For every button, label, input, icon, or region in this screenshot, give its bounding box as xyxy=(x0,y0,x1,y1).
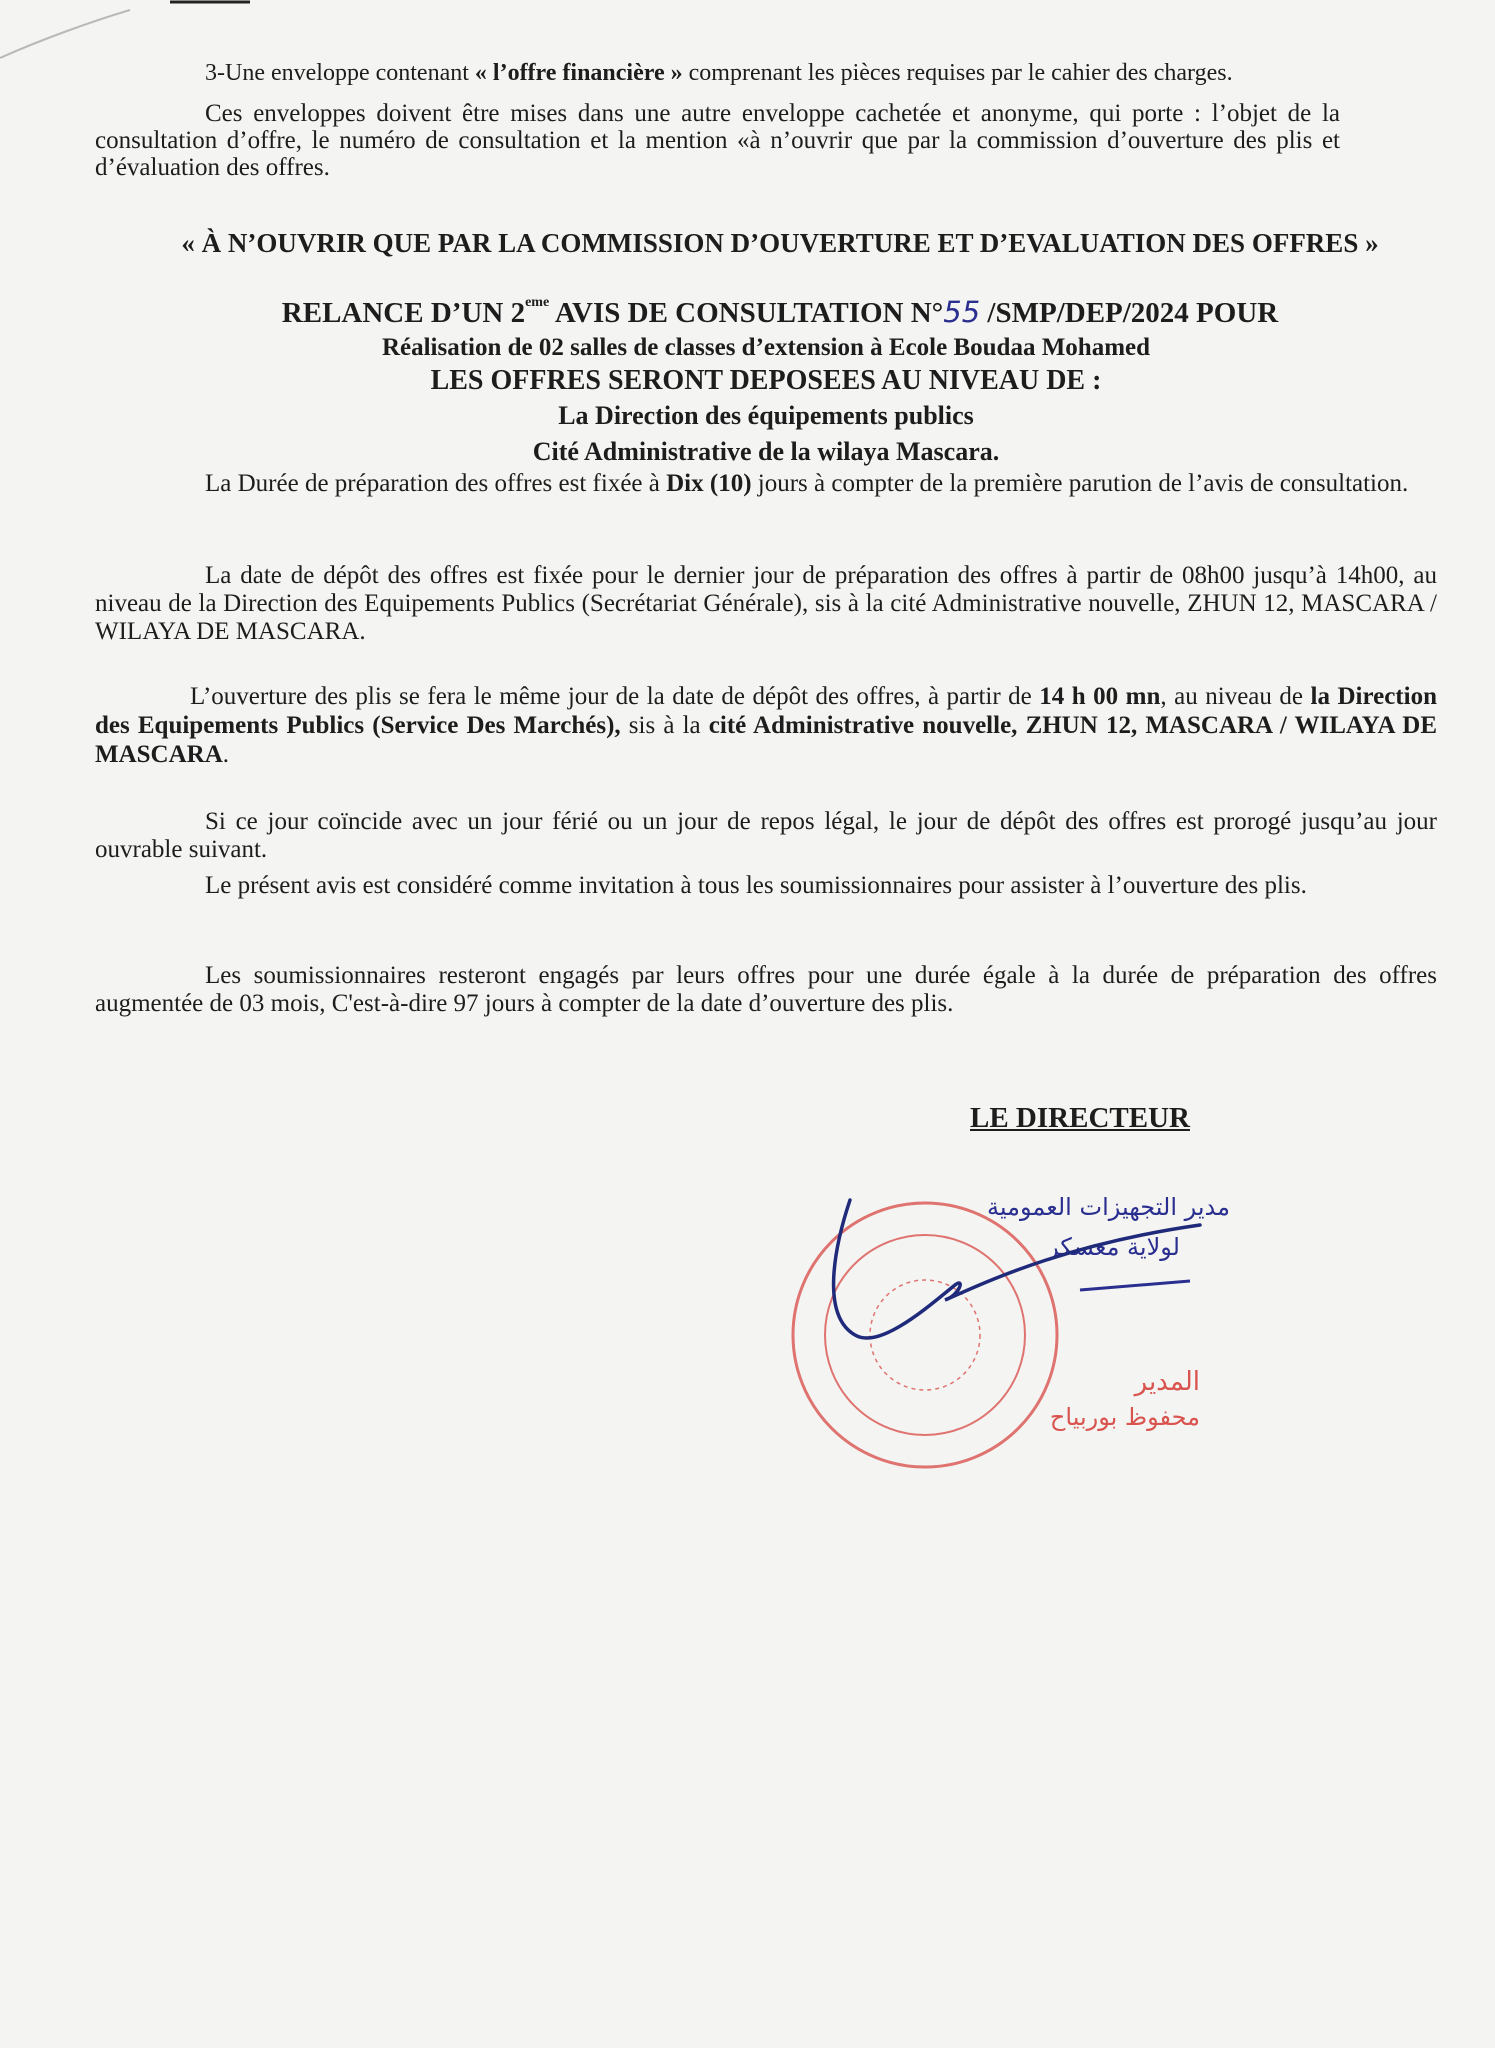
official-stamp-and-signature xyxy=(780,1185,1240,1475)
stamp-name-1: المدير xyxy=(1134,1367,1200,1397)
stamp-line-2: لولاية معسكر xyxy=(1047,1233,1180,1261)
direction-heading: La Direction des équipements publics xyxy=(558,401,974,430)
stamp-seal-icon xyxy=(793,1203,1057,1467)
relance-heading: RELANCE D’UN 2eme AVIS DE CONSULTATION N°55 /SMP/DEP/2024 POUR xyxy=(281,295,1279,329)
invitation-paragraph: Le présent avis est considéré comme invitation à tous les soumissionnaires pour assister à l’ouverture des plis. xyxy=(205,872,1307,899)
signature-title: LE DIRECTEUR xyxy=(970,1102,1190,1134)
objet-heading: Réalisation de 02 salles de classes d’extension à Ecole Boudaa Mohamed xyxy=(381,334,1151,361)
cite-heading: Cité Administrative de la wilaya Mascara. xyxy=(532,437,1000,466)
envelopes-paragraph: Ces enveloppes doivent être mises dans une autre enveloppe cachetée et anonyme, qui porte : l’objet de la consultation d’offre, le numéro de consultation et la mention «à n’ouvrir que par la commission d’ouverture des plis et d’évaluation des offres. xyxy=(95,100,1340,181)
ouverture-paragraph: L’ouverture des plis se fera le même jour de la date de dépôt des offres, à partir de 14 h 00 mn, au niveau de la Direction des Equipements Publics (Service Des Marchés), sis à la cité Administrative nouvelle, ZHUN 12, MASCARA / WILAYA DE MASCARA. xyxy=(95,683,1437,768)
commission-heading: « À N’OUVRIR QUE PAR LA COMMISSION D’OUVERTURE ET D’EVALUATION DES OFFRES » xyxy=(181,228,1379,258)
engagement-paragraph: Les soumissionnaires resteront engagés par leurs offres pour une durée égale à la durée de préparation des offres augmentée de 03 mois, C'est-à-dire 97 jours à compter de la date d’ouverture des plis. xyxy=(95,962,1437,1017)
stamp-line-1: مدير التجهيزات العمومية xyxy=(987,1193,1230,1221)
stamp-name-2: محفوظ بوربياح xyxy=(1049,1403,1200,1431)
item-3-financial-offer: 3-Une enveloppe contenant « l’offre financière » comprenant les pièces requises par le cahier des charges. xyxy=(205,60,1233,86)
deposees-heading: LES OFFRES SERONT DEPOSEES AU NIVEAU DE : xyxy=(430,365,1102,396)
ferie-paragraph: Si ce jour coïncide avec un jour férié ou un jour de repos légal, le jour de dépôt des offres est prorogé jusqu’au jour ouvrable suivant. xyxy=(95,808,1437,863)
handwritten-consultation-number: 55 xyxy=(943,295,981,329)
duree-paragraph: La Durée de préparation des offres est fixée à Dix (10) jours à compter de la première parution de l’avis de consultation. xyxy=(205,470,1409,497)
depot-paragraph: La date de dépôt des offres est fixée pour le dernier jour de préparation des offres à partir de 08h00 jusqu’à 14h00, au niveau de la Direction des Equipements Publics (Secrétariat Générale), sis à la cité Administrative nouvelle, ZHUN 12, MASCARA / WILAYA DE MASCARA. xyxy=(95,562,1437,645)
